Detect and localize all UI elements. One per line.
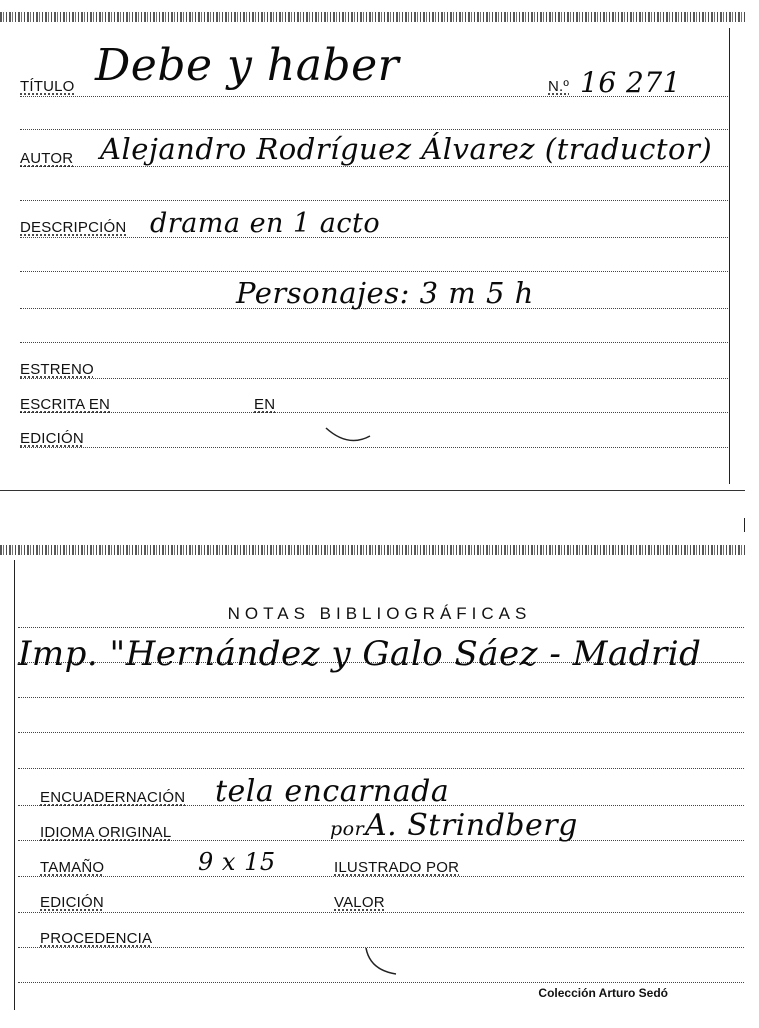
card-bottom-edge — [0, 490, 745, 491]
rule — [20, 378, 728, 379]
procedencia-label: PROCEDENCIA — [40, 930, 153, 947]
rule — [20, 166, 728, 167]
edicion-label: EDICIÓN — [20, 430, 84, 447]
encuadernacion-label: ENCUADERNACIÓN — [40, 789, 186, 806]
personajes-value: Personajes: 3 m 5 h — [236, 276, 534, 310]
card-right-edge — [729, 28, 730, 484]
rule — [18, 732, 744, 733]
rule — [20, 271, 728, 272]
descripcion-label: DESCRIPCIÓN — [20, 219, 127, 236]
card-top-edge — [0, 12, 745, 22]
notas-heading: NOTAS BIBLIOGRÁFICAS — [227, 604, 532, 623]
punch-hole-mark — [318, 398, 388, 448]
rule — [18, 876, 744, 877]
encuadernacion-value: tela encarnada — [215, 774, 450, 809]
numero-label: N.º — [548, 78, 570, 95]
card-top-edge — [0, 545, 745, 555]
rule — [18, 768, 744, 769]
margin-mark — [744, 518, 745, 532]
escrita-en-label: ESCRITA EN — [20, 396, 111, 413]
ilustrado-label: ILUSTRADO POR — [334, 859, 460, 876]
edicion-label-back: EDICIÓN — [40, 894, 104, 911]
punch-hole-mark — [358, 930, 428, 980]
tamano-value: 9 x 15 — [198, 848, 276, 876]
coleccion-stamp: Colección Arturo Sedó — [538, 986, 668, 1000]
idioma-label: IDIOMA ORIGINAL — [40, 824, 172, 841]
card-left-edge — [14, 560, 15, 1010]
rule — [20, 200, 728, 201]
rule — [20, 342, 728, 343]
rule — [20, 129, 728, 130]
rule — [18, 697, 744, 698]
titulo-value: Debe y haber — [95, 40, 400, 91]
titulo-label: TÍTULO — [20, 78, 75, 95]
autor-value: Alejandro Rodríguez Álvarez (traductor) — [100, 132, 713, 166]
autor-label: AUTOR — [20, 150, 74, 167]
descripcion-value: drama en 1 acto — [150, 208, 381, 239]
por-label: por — [330, 818, 365, 840]
estreno-label: ESTRENO — [20, 361, 94, 378]
por-value: A. Strindberg — [365, 808, 578, 843]
rule — [18, 912, 744, 913]
notas-value: Imp. "Hernández y Galo Sáez - Madrid — [18, 634, 702, 674]
rule — [18, 627, 744, 628]
tamano-label: TAMAÑO — [40, 859, 105, 876]
en-label: EN — [254, 396, 276, 413]
rule — [18, 982, 744, 983]
numero-value: 16 271 — [580, 66, 681, 99]
valor-label: VALOR — [334, 894, 385, 911]
